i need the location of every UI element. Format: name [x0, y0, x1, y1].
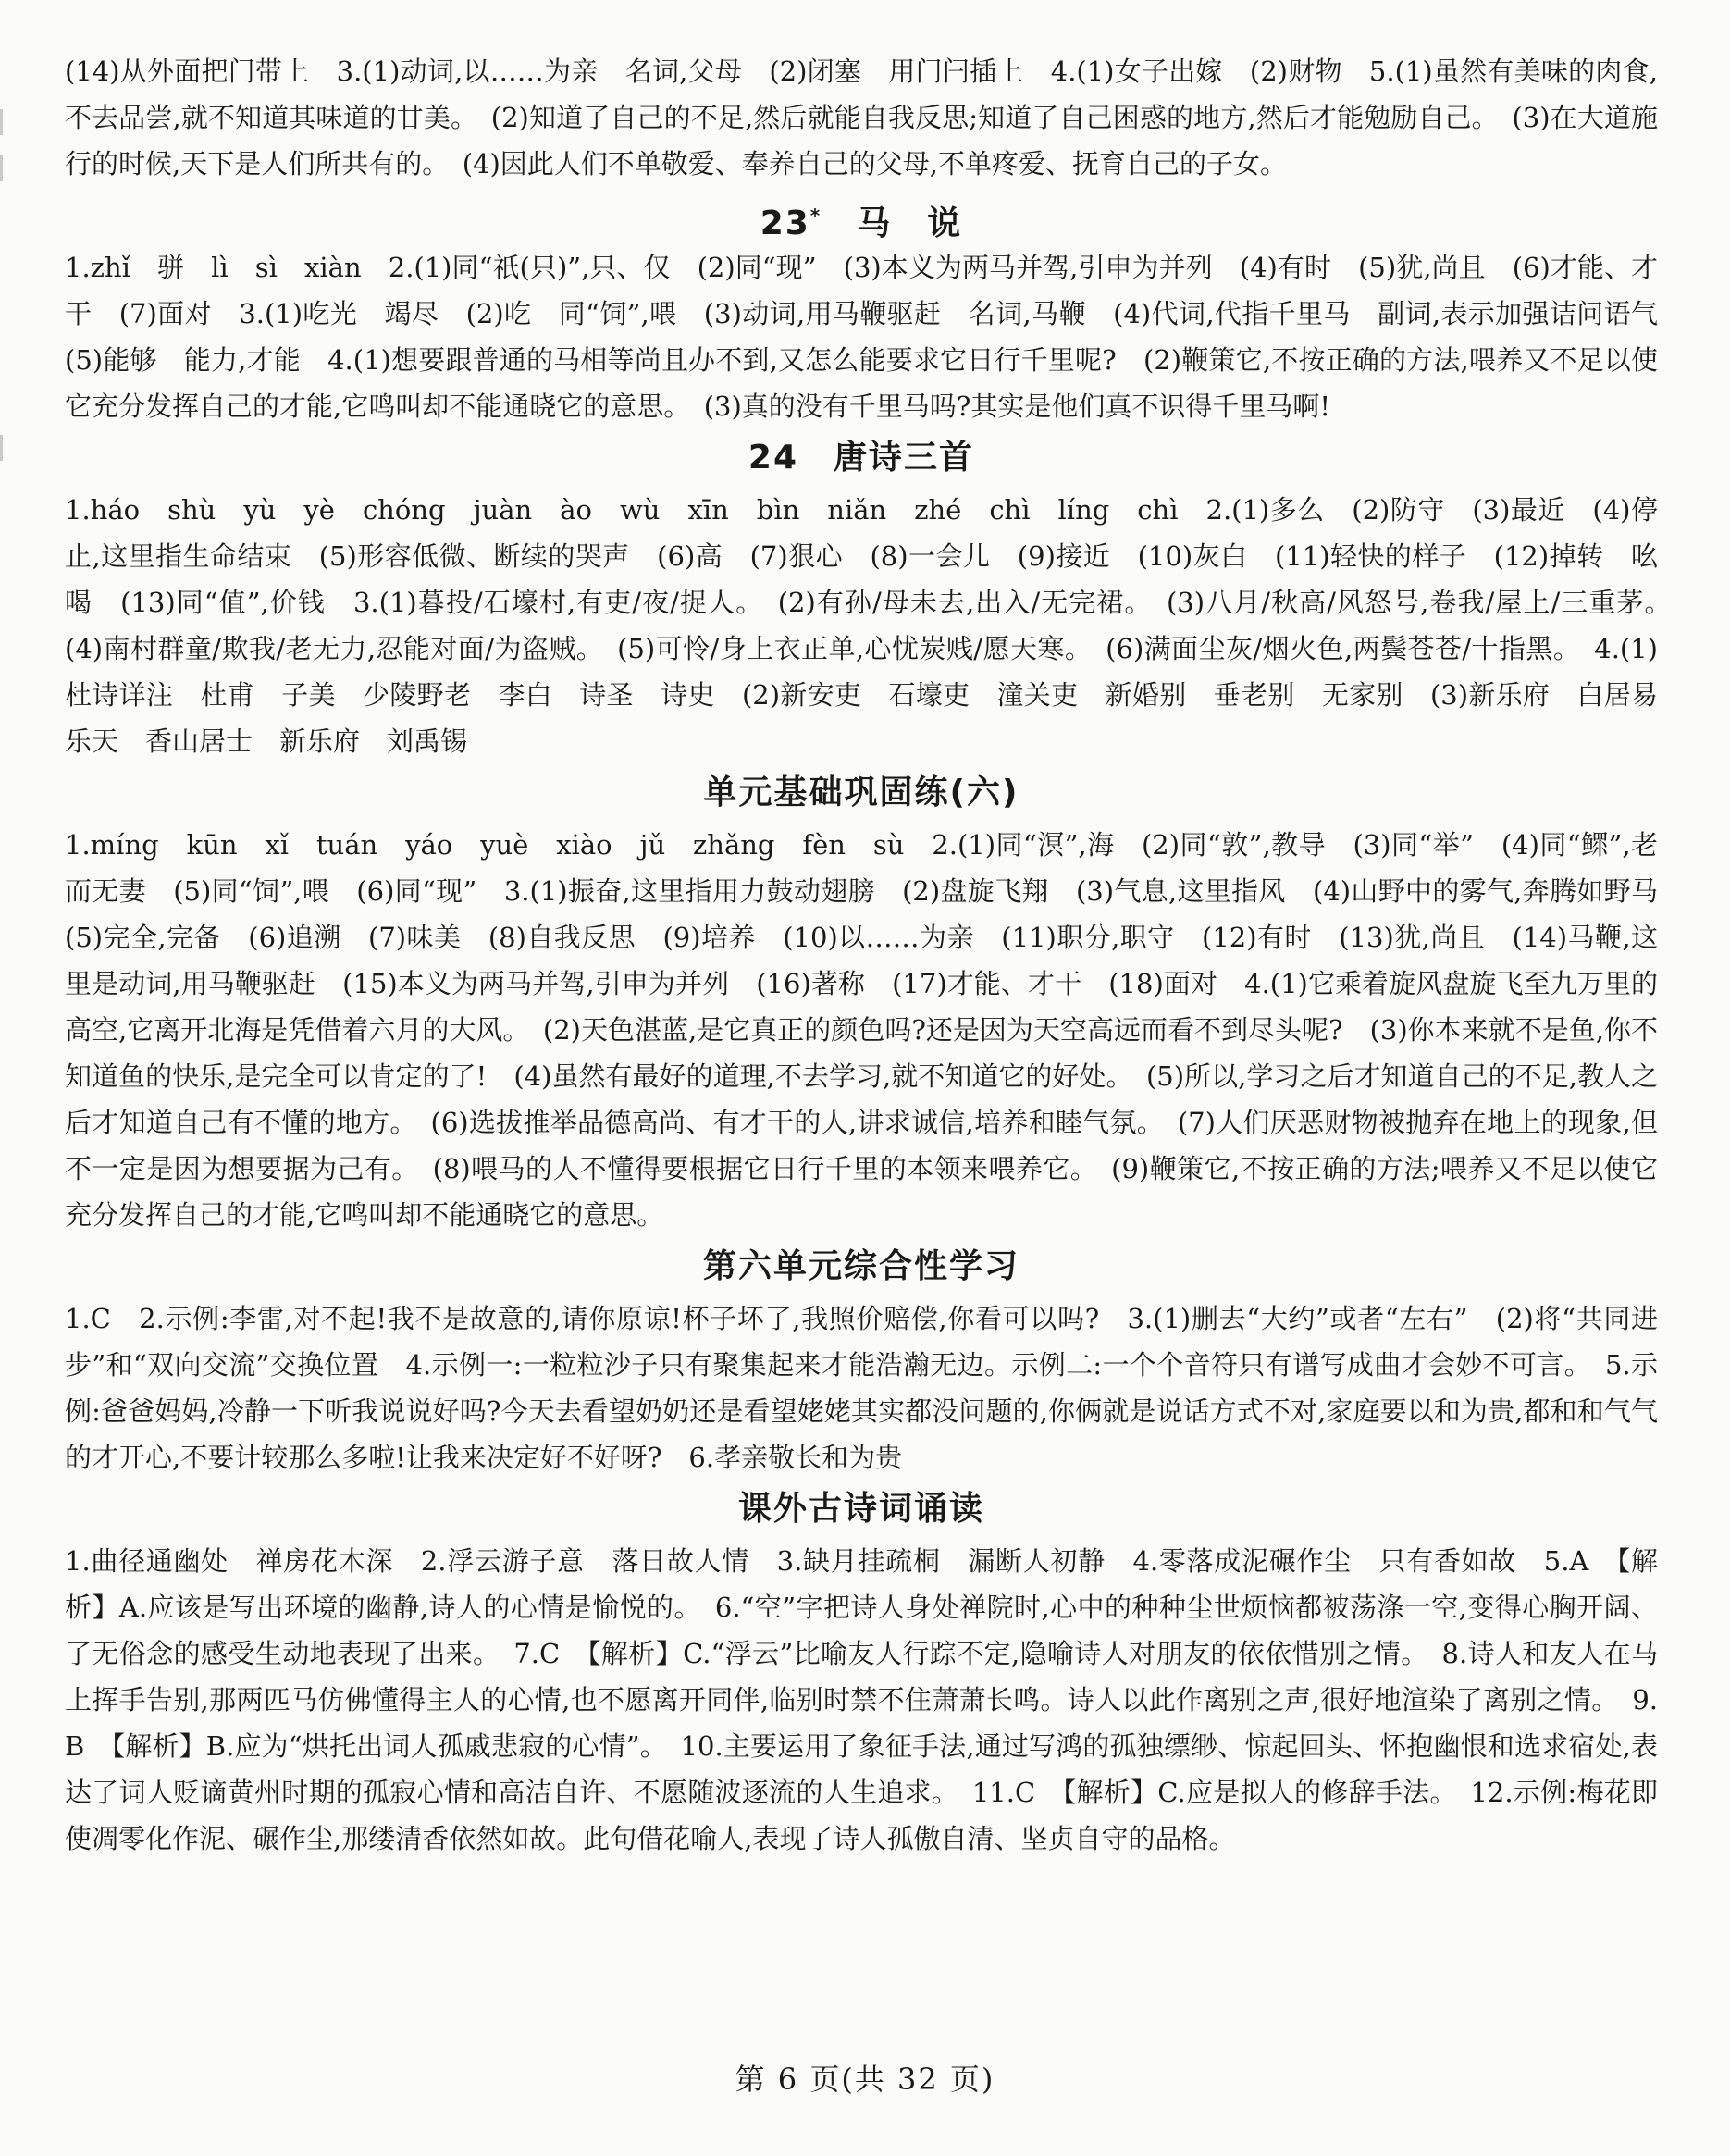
edge-mark: [0, 435, 12, 461]
section-unit-review: [65, 764, 1686, 1238]
section-ma-shuo: [65, 187, 1686, 429]
section-paragraph: 1.háo shù yù yè chóng juàn ào wù xīn bìn niǎn zhé chì líng chì 2.(1)多么 (2)防守 (3)最近 (4)停止,这里指生命结束 (5)形容低微、断续的哭声 (6)高 (7)狠心 (8)一会儿 (9)接近 (10)灰白 (11)轻快的样子 (12)掉转 吆喝 (13)同“值”,价钱 3.(1)暮投/石壕村,有吏/夜/捉人。 (2)有孙/母未去,出入/无完裙。 (3)八月/秋高/风怒号,卷我/屋上/三重茅。 (4)南村群童/欺我/老无力,忍能对面/为盗贼。 (5)可怜/身上衣正单,心忧炭贱/愿天寒。 (6)满面尘灰/烟火色,两鬓苍苍/十指黑。 4.(1)杜诗详注 杜甫 子美 少陵野老 李白 诗圣 诗史 (2)新安吏 石壕吏 潼关吏 新婚别 垂老别 无家别 (3)新乐府 白居易 乐天 香山居士 新乐府 刘禹锡: [65, 494, 1686, 757]
section-extra-poems: [65, 1481, 1658, 1862]
section-paragraph: 1.C 2.示例:李雷,对不起!我不是故意的,请你原谅!杯子坏了,我照价赔偿,你看可以吗? 3.(1)删去“大约”或者“左右” (2)将“共同进步”和“双向交流”交换位置 4.示例一:一粒粒沙子只有聚集起来才能浩瀚无边。示例二:一个个音符只有谱写成曲才会妙不可言。 5.示例:爸爸妈妈,冷静一下听我说说好吗?今天去看望奶奶还是看望姥姥其实都没问题的,你俩就是说话方式不对,家庭要以和为贵,都和和气气的才开心,不要计较那么多啦!让我来决定好不好呀? 6.孝亲敬长和为贵: [65, 1303, 1658, 1473]
section-title: 第六单元综合性学习: [702, 1247, 1019, 1285]
section-title: 单元基础巩固练(六): [703, 774, 1019, 812]
section-title: 23* 马 说: [760, 204, 963, 242]
section-title: 课外古诗词诵读: [737, 1490, 984, 1528]
section-paragraph: 1.míng kūn xǐ tuán yáo yuè xiào jǔ zhǎng fèn sù 2.(1)同“溟”,海 (2)同“敦”,教导 (3)同“举” (4)同“鳏”,老而无妻 (5)同“饲”,喂 (6)同“现” 3.(1)振奋,这里指用力鼓动翅膀 (2)盘旋飞翔 (3)气息,这里指风 (4)山野中的雾气,奔腾如野马 (5)完全,完备 (6)追溯 (7)味美 (8)自我反思 (9)培养 (10)以……为亲 (11)职分,职守 (12)有时 (13)犹,尚且 (14)马鞭,这里是动词,用马鞭驱赶 (15)本义为两马并驾,引申为并列 (16)著称 (17)才能、才干 (18)面对 4.(1)它乘着旋风盘旋飞至九万里的高空,它离开北海是凭借着六月的大风。 (2)天色湛蓝,是它真正的颜色吗?还是因为天空高远而看不到尽头呢? (3)你本来就不是鱼,你不知道鱼的快乐,是完全可以肯定的了! (4)虽然有最好的道理,不去学习,就不知道它的好处。 (5)所以,学习之后才知道自己的不足,教人之后才知道自己有不懂的地方。 (6)选拔推举品德高尚、有才干的人,讲求诚信,培养和睦气氛。 (7)人们厌恶财物被抛弃在地上的现象,但不一定是因为想要据为己有。 (8)喂马的人不懂得要根据它日行千里的本领来喂养它。 (9)鞭策它,不按正确的方法;喂养又不足以使它充分发挥自己的才能,它鸣叫却不能通晓它的意思。: [65, 829, 1686, 1231]
section-title: 24 唐诗三首: [748, 439, 975, 477]
section-comprehensive-study: [65, 1238, 1658, 1481]
section-paragraph: 1.zhǐ 骈 lì sì xiàn 2.(1)同“祇(只)”,只、仅 (2)同“现” (3)本义为两马并驾,引申为并列 (4)有时 (5)犹,尚且 (6)才能、才干 (7)面对 3.(1)吃光 竭尽 (2)吃 同“饲”,喂 (3)动词,用马鞭驱赶 名词,马鞭 (4)代词,代指千里马 副词,表示加强诘问语气 (5)能够 能力,才能 4.(1)想要跟普通的马相等尚且办不到,又怎么能要求它日行千里呢? (2)鞭策它,不按正确的方法,喂养又不足以使它充分发挥自己的才能,它鸣叫却不能通晓它的意思。 (3)真的没有千里马吗?其实是他们真不识得千里马啊!: [65, 252, 1686, 422]
edge-mark: [0, 109, 12, 135]
intro-paragraph: (14)从外面把门带上 3.(1)动词,以……为亲 名词,父母 (2)闭塞 用门闩插上 4.(1)女子出嫁 (2)财物 5.(1)虽然有美味的肉食,不去品尝,就不知道其味道的甘美。 (2)知道了自己的不足,然后就能自我反思;知道了自己困惑的地方,然后才能勉励自己。 (3)在大道施行的时候,天下是人们所共有的。 (4)因此人们不单敬爱、奉养自己的父母,不单疼爱、抚育自己的子女。: [65, 56, 1658, 180]
section-tang-shi: [65, 429, 1686, 764]
page-number: 第 6 页(共 32 页): [735, 2062, 995, 2097]
edge-mark: [0, 155, 12, 181]
section-paragraph: 1.曲径通幽处 禅房花木深 2.浮云游子意 落日故人情 3.缺月挂疏桐 漏断人初静 4.零落成泥碾作尘 只有香如故 5.A 【解析】A.应该是写出环境的幽静,诗人的心情是愉悦的。 6.“空”字把诗人身处禅院时,心中的种种尘世烦恼都被荡涤一空,变得心胸开阔、了无俗念的感受生动地表现了出来。 7.C 【解析】C.“浮云”比喻友人行踪不定,隐喻诗人对朋友的依依惜别之情。 8.诗人和友人在马上挥手告别,那两匹马仿佛懂得主人的心情,也不愿离开同伴,临别时禁不住萧萧长鸣。诗人以此作离别之声,很好地渲染了离别之情。 9.B 【解析】B.应为“烘托出词人孤戚悲寂的心情”。 10.主要运用了象征手法,通过写鸿的孤独缥缈、惊起回头、怀抱幽恨和选求宿处,表达了词人贬谪黄州时期的孤寂心情和高洁自许、不愿随波逐流的人生追求。 11.C 【解析】C.应是拟人的修辞手法。 12.示例:梅花即使凋零化作泥、碾作尘,那缕清香依然如故。此句借花喻人,表现了诗人孤傲自清、坚贞自守的品格。: [65, 1545, 1658, 1854]
